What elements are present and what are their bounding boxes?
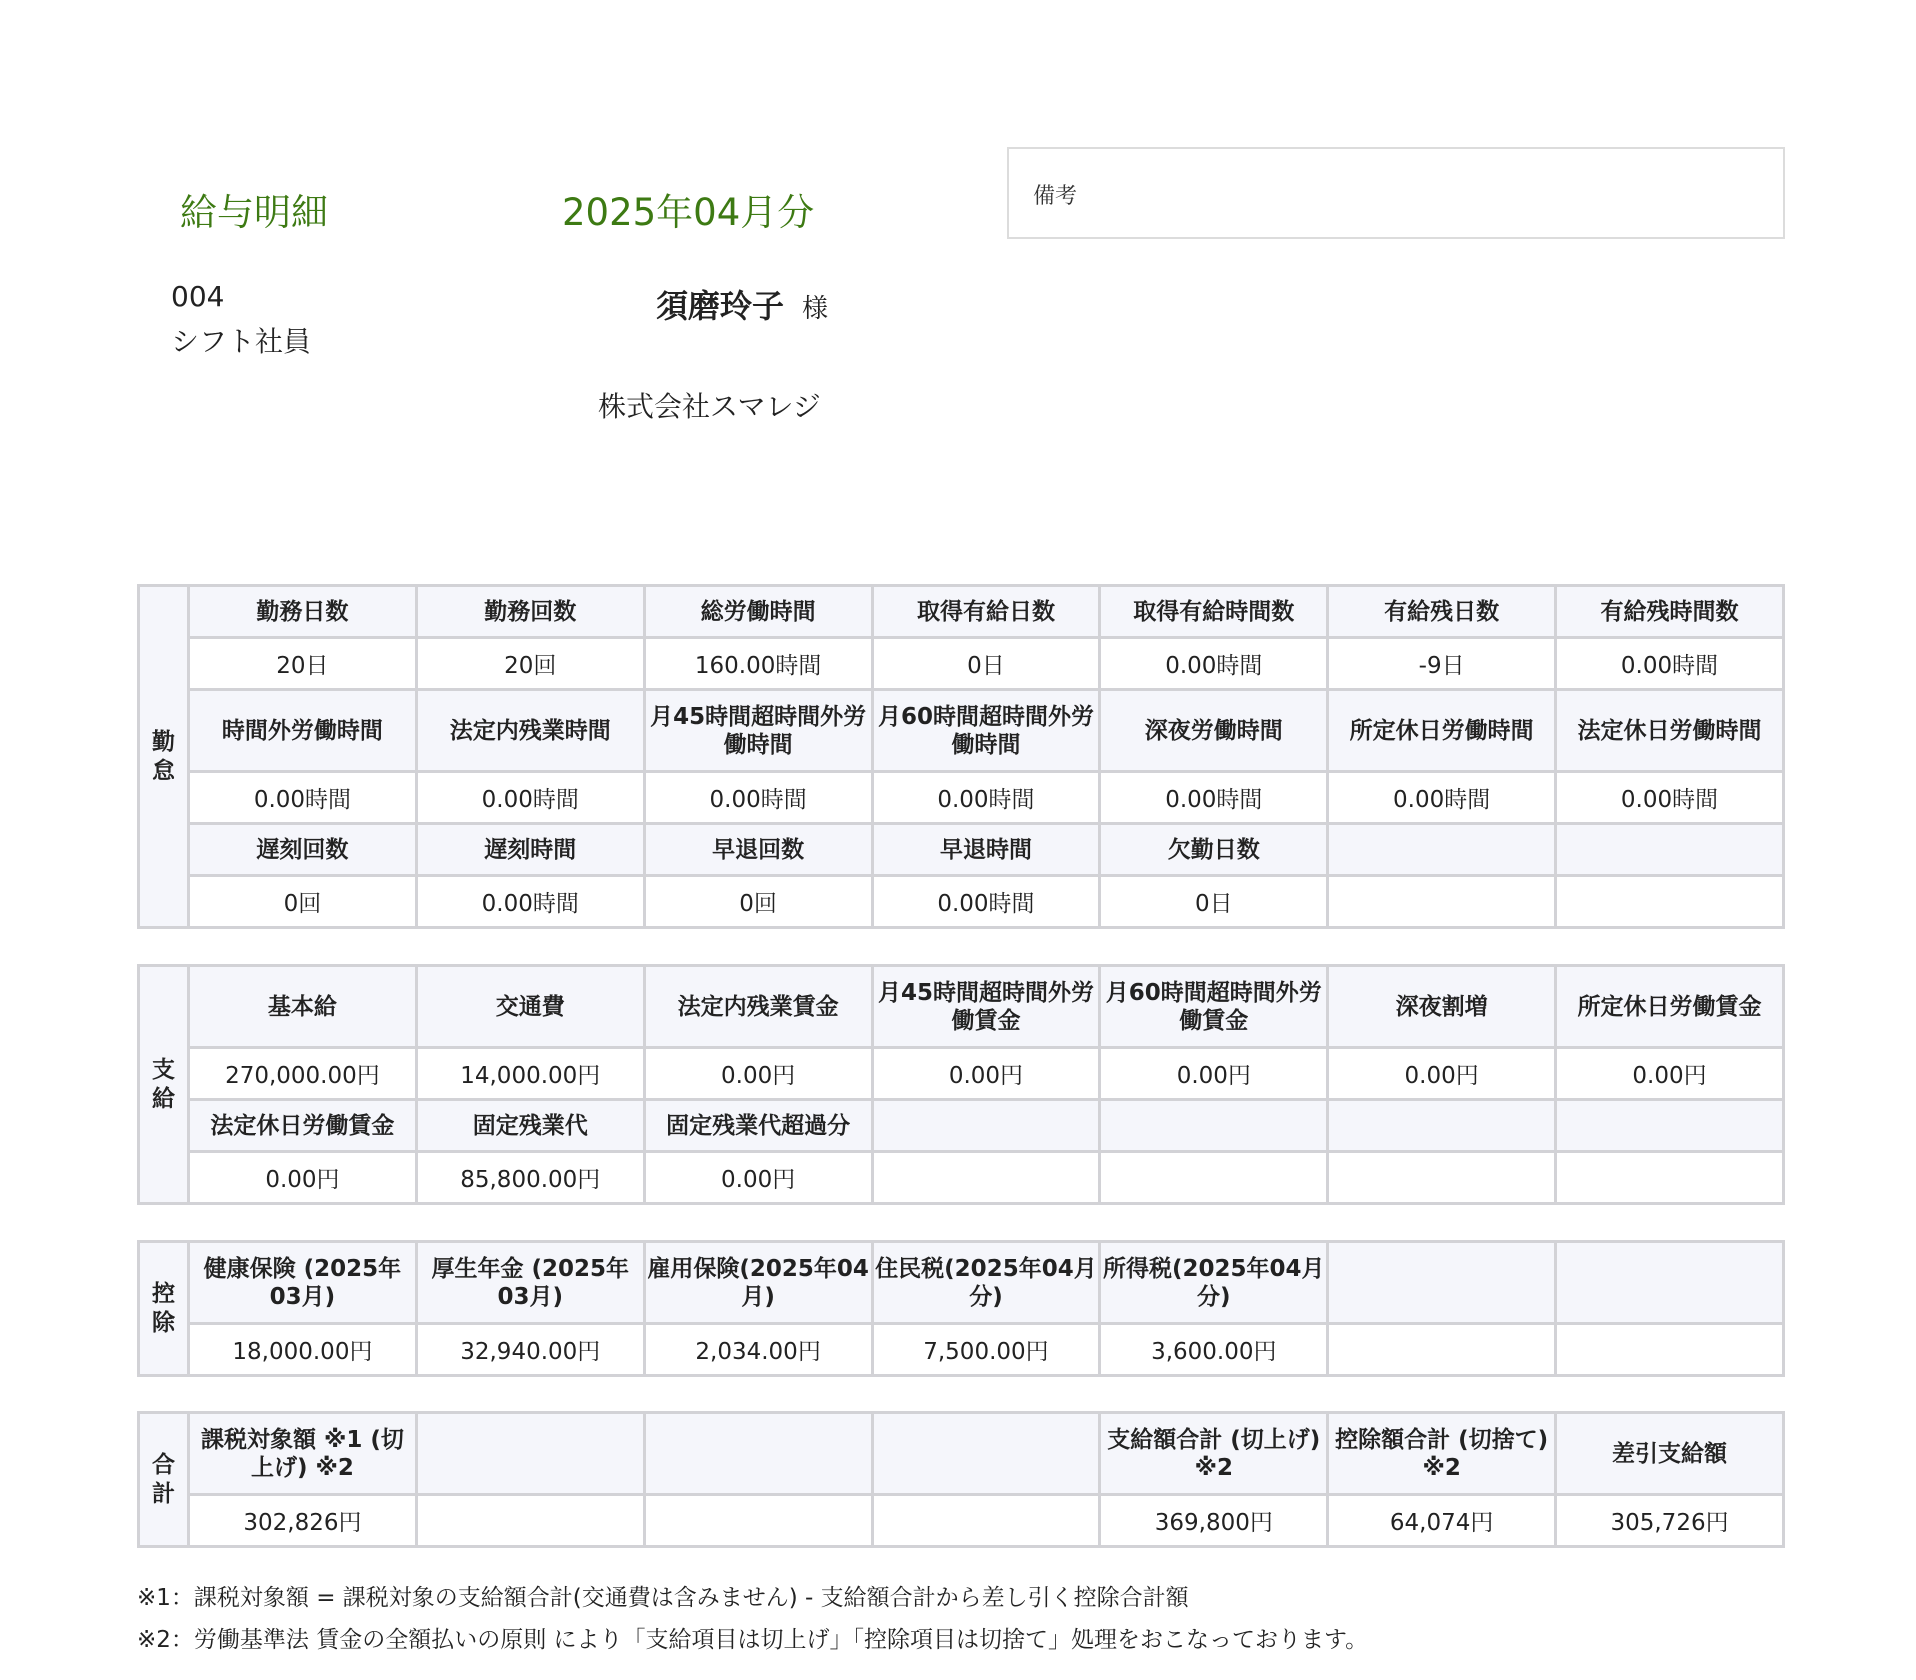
- pay-period: 2025年04月分: [562, 191, 815, 234]
- payments-header-cell: 月45時間超時間外労働賃金: [872, 966, 1100, 1048]
- deductions-value-cell: 2,034.00円: [644, 1324, 872, 1376]
- payments-value-cell: 270,000.00円: [189, 1048, 417, 1100]
- payments-value-cell: 0.00円: [872, 1048, 1100, 1100]
- attendance-value-cell: -9日: [1328, 638, 1556, 690]
- payments-empty-cell: [1328, 1152, 1556, 1204]
- payments-header-cell: 固定残業代: [416, 1100, 644, 1152]
- attendance-table: [137, 584, 1785, 929]
- totals-header-cell: 差引支給額: [1556, 1413, 1784, 1495]
- attendance-header-row: [139, 824, 1784, 876]
- payments-empty-cell: [872, 1100, 1100, 1152]
- payments-header-cell: 法定内残業賃金: [644, 966, 872, 1048]
- payments-empty-cell: [872, 1152, 1100, 1204]
- attendance-header-cell: 勤務日数: [189, 586, 417, 638]
- attendance-header-cell: 総労働時間: [644, 586, 872, 638]
- deductions-header-cell: 健康保険 (2025年03月): [189, 1242, 417, 1324]
- deductions-empty-cell: [1328, 1324, 1556, 1376]
- payments-table: [137, 964, 1785, 1205]
- attendance-value-row: [139, 772, 1784, 824]
- deductions-empty-cell: [1556, 1242, 1784, 1324]
- attendance-header-cell: 遅刻回数: [189, 824, 417, 876]
- payments-header-cell: 交通費: [416, 966, 644, 1048]
- attendance-value-cell: 0.00時間: [1556, 772, 1784, 824]
- honorific: 様: [802, 294, 829, 324]
- totals-value-cell: 64,074円: [1328, 1495, 1556, 1547]
- payments-empty-cell: [1100, 1152, 1328, 1204]
- payments-value-cell: 0.00円: [1556, 1048, 1784, 1100]
- payments-value-cell: 0.00円: [1328, 1048, 1556, 1100]
- payments-header-cell: 月60時間超時間外労働賃金: [1100, 966, 1328, 1048]
- attendance-header-cell: 法定内残業時間: [416, 690, 644, 772]
- totals-empty-cell: [872, 1413, 1100, 1495]
- totals-header-row: [139, 1413, 1784, 1495]
- employee-name: 須磨玲子: [656, 287, 785, 325]
- payments-empty-cell: [1328, 1100, 1556, 1152]
- totals-empty-cell: [872, 1495, 1100, 1547]
- attendance-empty-cell: [1556, 876, 1784, 928]
- deductions-header-cell: 所得税(2025年04月分): [1100, 1242, 1328, 1324]
- payments-header-cell: 深夜割増: [1328, 966, 1556, 1048]
- payments-value-cell: 0.00円: [644, 1048, 872, 1100]
- deductions-value-cell: 3,600.00円: [1100, 1324, 1328, 1376]
- attendance-header-cell: 欠勤日数: [1100, 824, 1328, 876]
- attendance-header-cell: 法定休日労働時間: [1556, 690, 1784, 772]
- totals-value-cell: 369,800円: [1100, 1495, 1328, 1547]
- payments-header-row: [139, 966, 1784, 1048]
- deductions-label-char: 除: [152, 1309, 175, 1336]
- employee-type: シフト社員: [171, 325, 312, 358]
- totals-header-cell: 支給額合計 (切上げ) ※2: [1100, 1413, 1328, 1495]
- attendance-header-cell: 月60時間超時間外労働時間: [872, 690, 1100, 772]
- deductions-value-row: [139, 1324, 1784, 1376]
- attendance-value-cell: 0.00時間: [416, 772, 644, 824]
- attendance-value-cell: 0.00時間: [1328, 772, 1556, 824]
- attendance-value-cell: 0.00時間: [1100, 638, 1328, 690]
- deductions-empty-cell: [1328, 1242, 1556, 1324]
- payments-empty-cell: [1556, 1100, 1784, 1152]
- attendance-header-cell: 有給残時間数: [1556, 586, 1784, 638]
- totals-value-row: [139, 1495, 1784, 1547]
- totals-label-char: 合: [152, 1451, 175, 1478]
- payments-value-cell: 85,800.00円: [416, 1152, 644, 1204]
- employee-code: 004: [171, 280, 225, 313]
- attendance-value-cell: 0日: [872, 638, 1100, 690]
- payments-label-char: 支: [152, 1056, 175, 1083]
- attendance-value-cell: 0.00時間: [644, 772, 872, 824]
- attendance-value-cell: 160.00時間: [644, 638, 872, 690]
- attendance-value-cell: 0回: [644, 876, 872, 928]
- attendance-header-cell: 月45時間超時間外労働時間: [644, 690, 872, 772]
- totals-header-cell: 課税対象額 ※1 (切上げ) ※2: [189, 1413, 417, 1495]
- deductions-header-cell: 厚生年金 (2025年03月): [416, 1242, 644, 1324]
- attendance-value-cell: 0回: [189, 876, 417, 928]
- attendance-value-row: [139, 638, 1784, 690]
- attendance-header-cell: 早退時間: [872, 824, 1100, 876]
- attendance-section-label: [139, 586, 189, 928]
- attendance-empty-cell: [1556, 824, 1784, 876]
- attendance-value-cell: 0.00時間: [872, 876, 1100, 928]
- totals-empty-cell: [416, 1413, 644, 1495]
- attendance-value-cell: 20日: [189, 638, 417, 690]
- attendance-value-cell: 0.00時間: [1100, 772, 1328, 824]
- payments-value-cell: 0.00円: [189, 1152, 417, 1204]
- attendance-header-cell: 時間外労働時間: [189, 690, 417, 772]
- payments-empty-cell: [1100, 1100, 1328, 1152]
- attendance-value-cell: 0.00時間: [189, 772, 417, 824]
- totals-header-cell: 控除額合計 (切捨て) ※2: [1328, 1413, 1556, 1495]
- totals-table: [137, 1411, 1785, 1548]
- company-name: 株式会社スマレジ: [598, 390, 821, 423]
- attendance-value-cell: 0.00時間: [416, 876, 644, 928]
- totals-label-char: 計: [152, 1480, 175, 1507]
- deductions-header-cell: 雇用保険(2025年04月): [644, 1242, 872, 1324]
- attendance-header-cell: 取得有給時間数: [1100, 586, 1328, 638]
- attendance-value-cell: 20回: [416, 638, 644, 690]
- attendance-header-cell: 取得有給日数: [872, 586, 1100, 638]
- totals-empty-cell: [416, 1495, 644, 1547]
- totals-empty-cell: [644, 1495, 872, 1547]
- payments-section-label: [139, 966, 189, 1204]
- totals-value-cell: 302,826円: [189, 1495, 417, 1547]
- deductions-table: [137, 1240, 1785, 1377]
- deductions-header-row: [139, 1242, 1784, 1324]
- attendance-label-char: 勤: [152, 728, 175, 755]
- attendance-header-row: [139, 586, 1784, 638]
- attendance-header-cell: 所定休日労働時間: [1328, 690, 1556, 772]
- remarks-label: 備考: [1033, 184, 1078, 209]
- payments-header-cell: 所定休日労働賃金: [1556, 966, 1784, 1048]
- payments-empty-cell: [1556, 1152, 1784, 1204]
- payments-value-cell: 0.00円: [644, 1152, 872, 1204]
- attendance-value-cell: 0.00時間: [872, 772, 1100, 824]
- payslip-title: 給与明細: [180, 191, 328, 234]
- attendance-header-cell: 遅刻時間: [416, 824, 644, 876]
- totals-empty-cell: [644, 1413, 872, 1495]
- deductions-value-cell: 7,500.00円: [872, 1324, 1100, 1376]
- payments-header-cell: 基本給: [189, 966, 417, 1048]
- payments-value-cell: 14,000.00円: [416, 1048, 644, 1100]
- payments-label-char: 給: [152, 1085, 175, 1112]
- attendance-header-cell: 勤務回数: [416, 586, 644, 638]
- attendance-value-cell: 0.00時間: [1556, 638, 1784, 690]
- deductions-section-label: [139, 1242, 189, 1376]
- footnote-2: ※2：労働基準法 賃金の全額払いの原則 により「支給項目は切上げ」「控除項目は切捨て」処理をおこなっております。: [137, 1627, 1369, 1653]
- payments-value-row: [139, 1048, 1784, 1100]
- attendance-empty-cell: [1328, 824, 1556, 876]
- deductions-header-cell: 住民税(2025年04月分): [872, 1242, 1100, 1324]
- attendance-header-cell: 有給残日数: [1328, 586, 1556, 638]
- deductions-value-cell: 18,000.00円: [189, 1324, 417, 1376]
- payments-header-row: [139, 1100, 1784, 1152]
- attendance-value-cell: 0日: [1100, 876, 1328, 928]
- attendance-empty-cell: [1328, 876, 1556, 928]
- remarks-box: [1007, 147, 1785, 239]
- attendance-header-row: [139, 690, 1784, 772]
- payments-value-row: [139, 1152, 1784, 1204]
- deductions-empty-cell: [1556, 1324, 1784, 1376]
- deductions-label-char: 控: [152, 1280, 175, 1307]
- attendance-header-cell: 深夜労働時間: [1100, 690, 1328, 772]
- totals-section-label: [139, 1413, 189, 1547]
- payments-header-cell: 固定残業代超過分: [644, 1100, 872, 1152]
- footnote-1: ※1：課税対象額 = 課税対象の支給額合計(交通費は含みません) - 支給額合計から差し引く控除合計額: [137, 1585, 1189, 1611]
- attendance-value-row: [139, 876, 1784, 928]
- payments-value-cell: 0.00円: [1100, 1048, 1328, 1100]
- attendance-header-cell: 早退回数: [644, 824, 872, 876]
- totals-value-cell: 305,726円: [1556, 1495, 1784, 1547]
- deductions-value-cell: 32,940.00円: [416, 1324, 644, 1376]
- payments-header-cell: 法定休日労働賃金: [189, 1100, 417, 1152]
- attendance-label-char: 怠: [152, 757, 175, 784]
